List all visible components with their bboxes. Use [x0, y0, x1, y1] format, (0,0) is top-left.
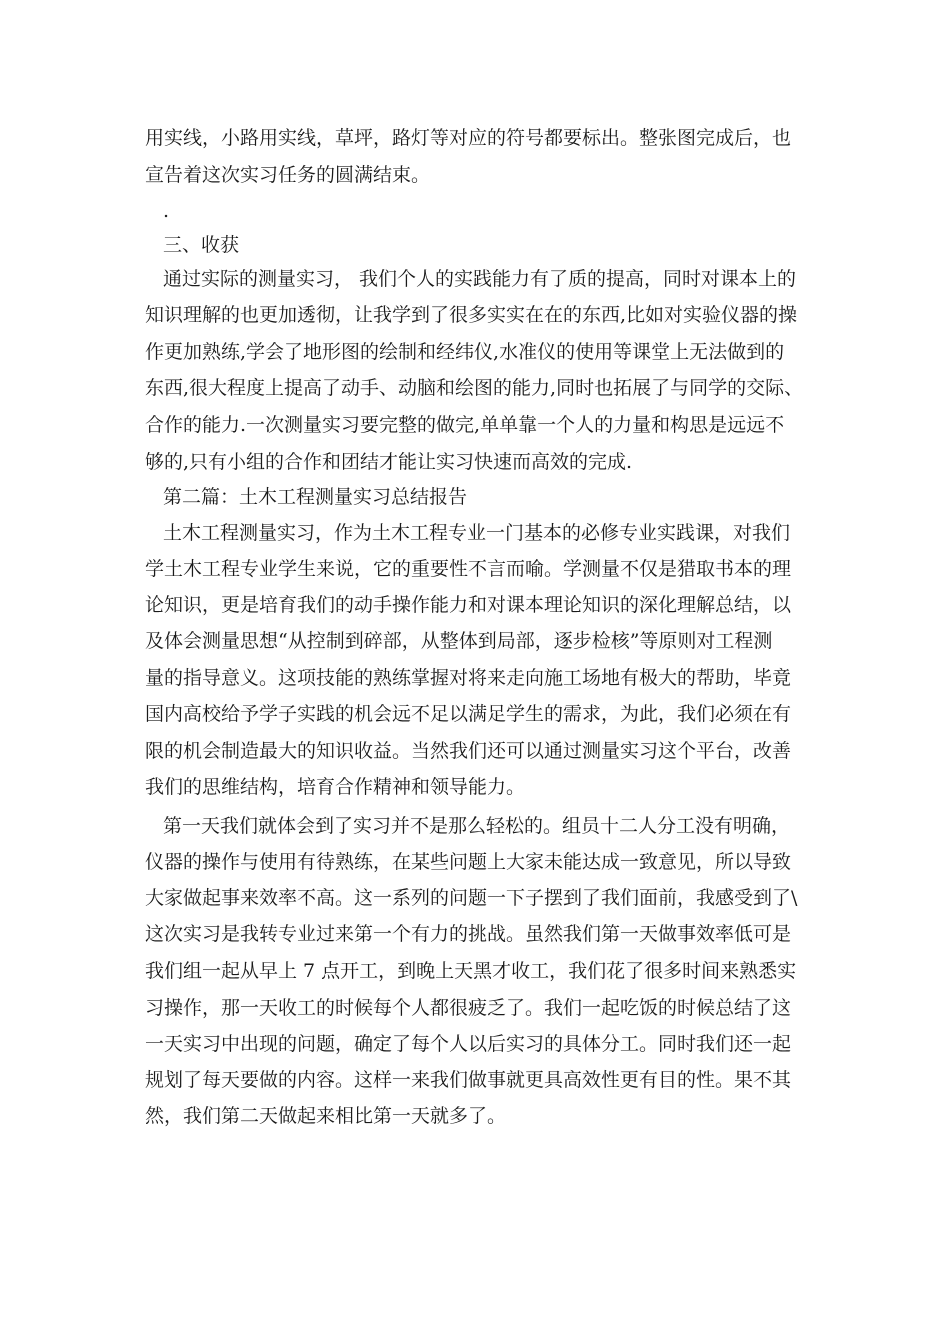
- text-line: .: [163, 200, 170, 222]
- text-line: 限的机会制造最大的知识收益。当然我们还可以通过测量实习这个平台，改善: [145, 740, 792, 762]
- text-line: 论知识，更是培育我们的动手操作能力和对课本理论知识的深化理解总结，以: [145, 594, 792, 616]
- text-line: 国内高校给予学子实践的机会远不足以满足学生的需求，为此，我们必须在有: [145, 703, 792, 725]
- text-line: 大家做起事来效率不高。这一系列的问题一下子摆到了我们面前，我感受到了\: [145, 887, 798, 909]
- text-line: 合作的能力.一次测量实习要完整的做完,单单靠一个人的力量和构思是远远不: [145, 414, 785, 436]
- section-heading: 第二篇：土木工程测量实习总结报告: [163, 486, 468, 508]
- text-line: 我们组一起从早上 7 点开工，到晚上天黑才收工，我们花了很多时间来熟悉实: [145, 960, 797, 982]
- text-line: 用实线，小路用实线，草坪，路灯等对应的符号都要标出。整张图完成后，也: [145, 127, 792, 149]
- text-line: 东西,很大程度上提高了动手、动脑和绘图的能力,同时也拓展了与同学的交际、: [145, 377, 804, 399]
- text-line: 宣告着这次实习任务的圆满结束。: [145, 164, 431, 186]
- text-line: 这次实习是我转专业过来第一个有力的挑战。虽然我们第一天做事效率低可是: [145, 923, 792, 945]
- text-line: 第一天我们就体会到了实习并不是那么轻松的。组员十二人分工没有明确，: [163, 815, 791, 837]
- text-line: 作更加熟练,学会了地形图的绘制和经纬仪,水准仪的使用等课堂上无法做到的: [145, 341, 785, 363]
- text-line: 及体会测量思想“从控制到碎部，从整体到局部，逐步检核”等原则对工程测: [145, 630, 773, 652]
- text-line: 仪器的操作与使用有待熟练，在某些问题上大家未能达成一致意见，所以导致: [145, 851, 792, 873]
- text-line: 通过实际的测量实习， 我们个人的实践能力有了质的提高，同时对课本上的: [163, 268, 797, 290]
- text-line: 习操作，那一天收工的时候每个人都很疲乏了。我们一起吃饭的时候总结了这: [145, 997, 792, 1019]
- text-line: 一天实习中出现的问题，确定了每个人以后实习的具体分工。同时我们还一起: [145, 1033, 792, 1055]
- text-line: 学土木工程专业学生来说，它的重要性不言而喻。学测量不仅是猎取书本的理: [145, 558, 792, 580]
- text-line: 量的指导意义。这项技能的熟练掌握对将来走向施工场地有极大的帮助，毕竟: [145, 667, 792, 689]
- text-line: 我们的思维结构，培育合作精神和领导能力。: [145, 776, 526, 798]
- text-line: 知识理解的也更加透彻，让我学到了很多实实在在的东西,比如对实验仪器的操: [145, 304, 798, 326]
- text-line: 土木工程测量实习，作为土木工程专业一门基本的必修专业实践课，对我们: [163, 522, 791, 544]
- text-line: 规划了每天要做的内容。这样一来我们做事就更具高效性更有目的性。果不其: [145, 1069, 792, 1091]
- text-line: 够的,只有小组的合作和团结才能让实习快速而高效的完成.: [145, 451, 633, 473]
- section-heading: 三、收获: [163, 234, 240, 256]
- text-line: 然，我们第二天做起来相比第一天就多了。: [145, 1105, 507, 1127]
